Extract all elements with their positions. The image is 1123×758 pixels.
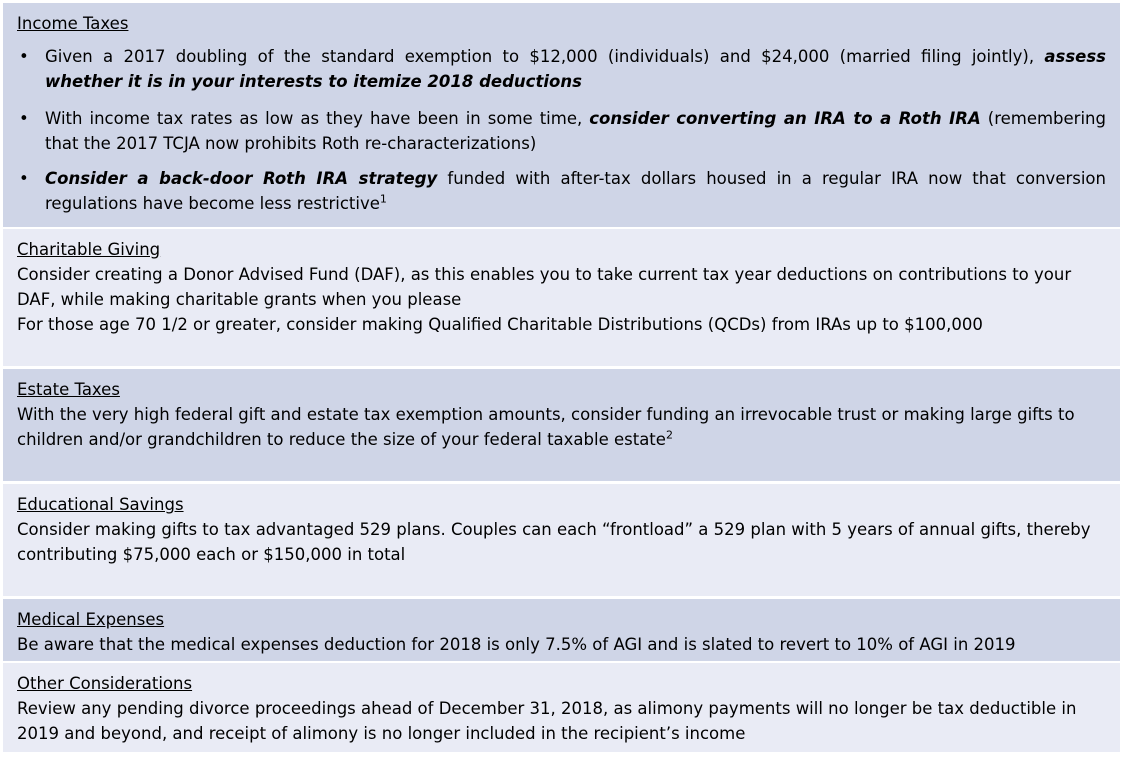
list-item: • With income tax rates as low as they have been in some time, consider converting an IRA to a Roth IRA (remembering that the 2017 TCJA now prohibits Roth re-characterizations) xyxy=(17,106,1106,156)
emphasis-text: consider converting an IRA to a Roth IRA xyxy=(589,109,981,128)
medical-expenses-text: Be aware that the medical expenses deduction for 2018 is only 7.5% of AGI and is slated to revert to 10% of AGI in 2019 xyxy=(17,635,1016,654)
income-taxes-section xyxy=(3,3,1120,227)
footnote-marker: 1 xyxy=(379,192,387,206)
list-item: • Consider a back-door Roth IRA strategy funded with after-tax dollars housed in a regular IRA now that conversion regulations have become less restrictive$^1$ xyxy=(17,166,1106,216)
emphasis-text: Consider a back-door Roth IRA strategy xyxy=(45,169,438,188)
other-considerations-heading: Other Considerations xyxy=(17,674,193,693)
educational-savings-heading: Educational Savings xyxy=(17,495,184,514)
charitable-giving-text: Consider creating a Donor Advised Fund (DAF), as this enables you to take current tax year deductions on contributions to your DAF, while making charitable grants when you please xyxy=(17,265,1072,309)
emphasis-text: assess whether it is in your interests to itemize 2018 deductions xyxy=(45,47,1106,91)
estate-taxes-heading: Estate Taxes xyxy=(17,380,120,399)
list-item: • Given a 2017 doubling of the standard exemption to $12,000 (individuals) and $24,000 (married filing jointly), assess whether it is in your interests to itemize 2018 deductions xyxy=(17,44,1106,94)
medical-expenses-heading: Medical Expenses xyxy=(17,610,165,629)
estate-taxes-section xyxy=(3,369,1120,481)
footnote-marker: 2 xyxy=(665,428,673,442)
educational-savings-section xyxy=(3,484,1120,596)
medical-expenses-section xyxy=(3,599,1120,661)
charitable-giving-heading: Charitable Giving xyxy=(17,240,161,259)
educational-savings-text: Consider making gifts to tax advantaged 529 plans. Couples can each “frontload” a 529 plan with 5 years of annual gifts, thereby contributing $75,000 each or $150,000 in total xyxy=(17,520,1091,564)
other-considerations-text: Review any pending divorce proceedings ahead of December 31, 2018, as alimony payments will no longer be tax deductible in 2019 and beyond, and receipt of alimony is no longer included in the recipient’s income xyxy=(17,699,1077,743)
estate-taxes-text: With the very high federal gift and estate tax exemption amounts, consider funding an irrevocable trust or making large gifts to children and/or grandchildren to reduce the size of your federal taxable estate$^2$ xyxy=(17,405,1075,449)
charitable-giving-text-2: For those age 70 1/2 or greater, consider making Qualified Charitable Distributions (QCDs) from IRAs up to $100,000 xyxy=(17,315,983,334)
charitable-giving-section xyxy=(3,229,1120,366)
income-taxes-list xyxy=(17,44,1106,216)
other-considerations-section xyxy=(3,663,1120,752)
income-taxes-heading: Income Taxes xyxy=(17,14,129,33)
